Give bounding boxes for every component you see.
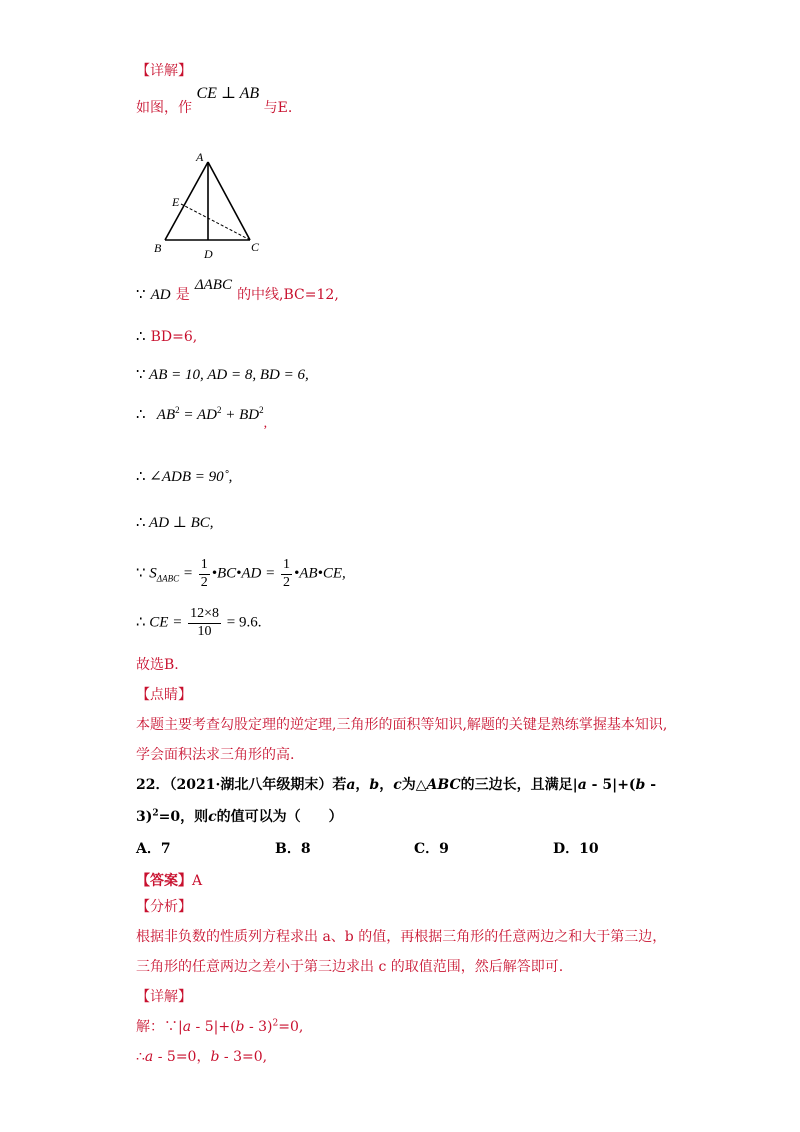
var-b: b (235, 1019, 245, 1035)
var-b: b (635, 777, 646, 793)
intro-math: CE ⊥ AB (196, 85, 260, 102)
half-fraction (199, 557, 210, 592)
step1-ad: AD (150, 287, 171, 303)
label-b: B (154, 241, 162, 255)
half-fraction (281, 557, 292, 592)
q-text: 为△ (401, 777, 427, 793)
q-text: - (645, 777, 657, 793)
step3-text: AB = 10, AD = 8, BD = 6, (149, 367, 309, 383)
half-num: 1 (199, 557, 210, 575)
var-b: b (210, 1049, 220, 1065)
step-5 (136, 470, 232, 485)
step4-tail: , (263, 416, 268, 431)
step-4 (136, 405, 268, 431)
step6-text: AD ⊥ BC, (149, 515, 214, 531)
var-c: c (393, 777, 402, 793)
therefore-symbol: ∴ (136, 614, 146, 631)
because-symbol: ∵ (136, 565, 146, 582)
because-symbol: ∵ (136, 367, 146, 383)
var-a: a (182, 1019, 192, 1035)
d2-text: 解：∵| (136, 1019, 183, 1035)
label-d: D (204, 247, 213, 260)
therefore-symbol: ∴ (136, 329, 146, 345)
var-c: c (208, 809, 217, 825)
comment-line-2: 学会面积法求三角形的高. (136, 747, 295, 763)
therefore-symbol: ∴ (136, 515, 146, 531)
q-text: 的三边长，且满足| (460, 777, 578, 793)
ce-den: 10 (197, 623, 212, 639)
step8-lhs: CE = (149, 614, 187, 631)
label-a: A (196, 150, 204, 164)
step4-bd: + BD (221, 407, 260, 423)
answer-heading: 【答案】 (136, 873, 192, 889)
step7-tail: •AB•CE, (294, 565, 346, 582)
question-number: 22． (136, 777, 170, 793)
q-text: 的值可以为（ ） (216, 809, 343, 825)
q-comma: ， (355, 777, 370, 793)
step5-text: ∠ADB = 90˚, (149, 469, 233, 485)
comment-line-1: 本题主要考查勾股定理的逆定理,三角形的面积等知识,解题的关键是熟练掌握基本知识, (136, 717, 668, 733)
square-sup: 2 (216, 405, 222, 415)
step1-abc: ΔABC (194, 277, 232, 293)
comment-heading: 【点睛】 (136, 687, 192, 703)
step-8 (136, 606, 261, 641)
d2-text: - 3=0, (219, 1049, 268, 1065)
square-sup: 2 (152, 808, 159, 819)
q-text: 若 (332, 777, 347, 793)
d2-text: - 5=0， (153, 1049, 211, 1065)
square-sup: 2 (175, 405, 180, 415)
ce-fraction (188, 606, 221, 641)
step4-ad: = AD (179, 407, 217, 423)
intro-line (136, 85, 293, 116)
step-7 (136, 557, 346, 592)
var-abc: ABC (426, 777, 461, 793)
option-c: C．9 (414, 841, 449, 857)
square-sup: 2 (259, 405, 264, 415)
q-text: 3) (136, 809, 153, 825)
q-text: =0，则 (158, 809, 209, 825)
because-symbol: ∵ (136, 287, 146, 303)
answer-line (136, 872, 202, 888)
d2-text: - 3) (244, 1019, 273, 1035)
step7-s: S (149, 565, 157, 582)
d2-text: ∴ (136, 1049, 145, 1065)
detail-heading: 【详解】 (136, 63, 192, 79)
half-num: 1 (281, 557, 292, 575)
q-text: - 5|+( (586, 777, 636, 793)
detail2-line-2 (136, 1050, 267, 1064)
option-a: A．7 (136, 841, 171, 857)
detail2-heading: 【详解】 (136, 989, 192, 1005)
question-22-line-2 (136, 810, 343, 824)
label-c: C (251, 240, 260, 254)
therefore-symbol: ∴ (136, 407, 146, 423)
question-source: （2021·湖北八年级期末） (169, 777, 333, 793)
step1-tail: 的中线,BC=12, (237, 287, 339, 303)
step7-sub: ΔABC (156, 573, 180, 584)
option-b: B．8 (275, 841, 311, 857)
triangle-figure (150, 148, 270, 260)
therefore-symbol: ∴ (136, 469, 146, 485)
answer-value: A (192, 873, 203, 889)
var-a: a (144, 1049, 154, 1065)
step4-ab: AB (156, 407, 176, 423)
ce-num: 12×8 (188, 606, 221, 624)
half-den: 2 (200, 574, 208, 590)
side-ac (208, 162, 250, 240)
half-den: 2 (283, 574, 290, 590)
label-e: E (172, 195, 180, 209)
intro-post: 与E. (263, 100, 293, 116)
step7-eq: = (179, 565, 197, 582)
analysis-line-2: 三角形的任意两边之差小于第三边求出 c 的取值范围，然后解答即可. (136, 959, 564, 975)
step-2 (136, 328, 197, 345)
d2-text: =0, (278, 1019, 304, 1035)
step8-rhs: = 9.6. (223, 614, 262, 631)
conclusion: 故选B. (136, 657, 179, 673)
step1-is: 是 (175, 287, 190, 303)
step7-mid: •BC•AD = (211, 565, 279, 582)
analysis-heading: 【分析】 (136, 899, 192, 915)
var-b: b (369, 777, 380, 793)
intro-pre: 如图，作 (136, 100, 192, 116)
detail2-line-1 (136, 1020, 303, 1034)
var-a: a (577, 777, 587, 793)
analysis-line-1: 根据非负数的性质列方程求出 a、b 的值，再根据三角形的任意两边之和大于第三边， (136, 929, 667, 945)
d2-text: - 5|+( (191, 1019, 236, 1035)
question-22-line-1 (136, 778, 656, 792)
step-3 (136, 368, 309, 383)
step-1 (136, 277, 339, 303)
step-6 (136, 516, 214, 531)
square-sup: 2 (272, 1018, 279, 1029)
q-comma: ， (379, 777, 394, 793)
option-d: D．10 (553, 841, 599, 857)
step2-text: BD=6, (150, 329, 198, 345)
var-a: a (346, 777, 356, 793)
